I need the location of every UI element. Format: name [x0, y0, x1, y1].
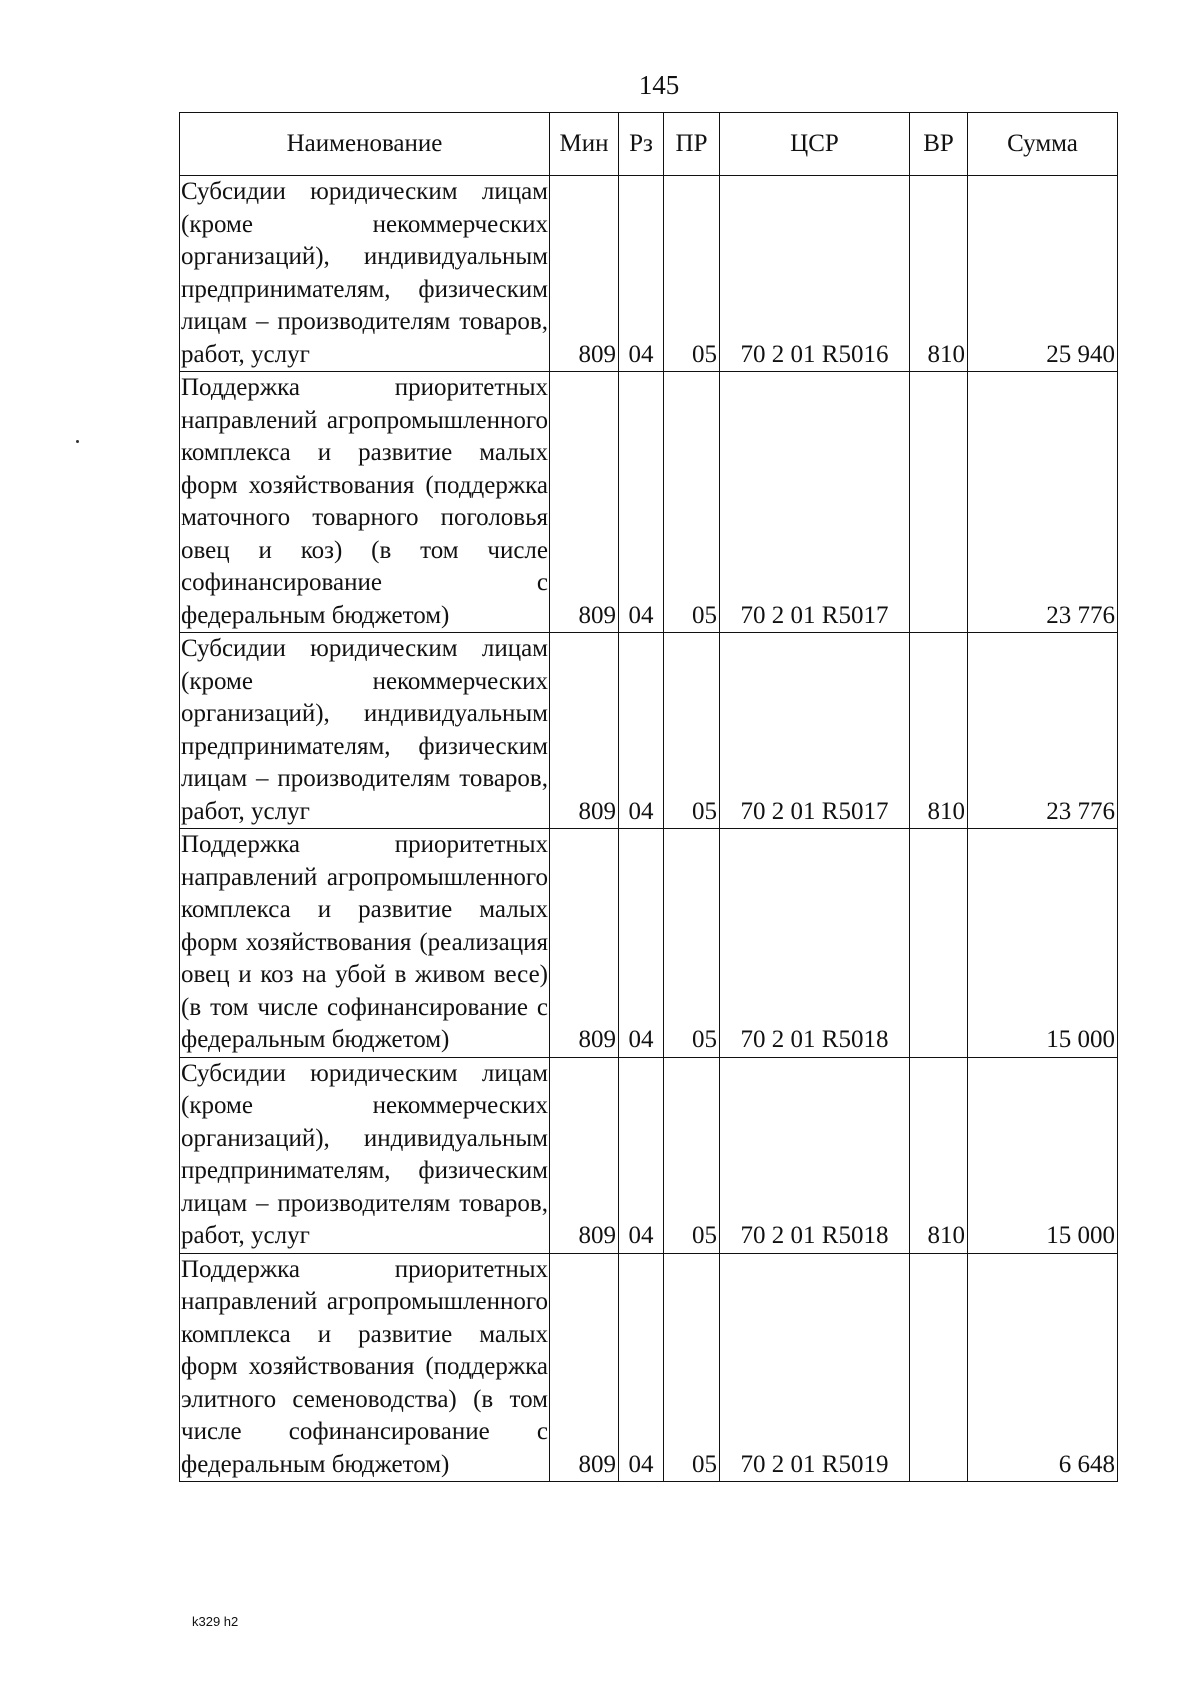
- row-vr: [910, 829, 968, 1058]
- row-rz: 04: [619, 1057, 664, 1253]
- row-pr: 05: [664, 633, 720, 829]
- table-row: [180, 372, 1118, 633]
- row-pr: 05: [664, 176, 720, 372]
- table-row: [180, 633, 1118, 829]
- row-sum: 23 776: [968, 372, 1118, 633]
- row-name: Поддержка приоритетных направлений агропромышленного комплекса и развитие малых форм хозяйствования (поддержка маточного товарного поголовья овец и коз) (в том числе софинансирование с федеральным бюджетом): [180, 372, 550, 633]
- table-row: [180, 176, 1118, 372]
- row-name: Субсидии юридическим лицам (кроме некоммерческих организаций), индивидуальным предпринимателям, физическим лицам – производителям товаров, работ, услуг: [180, 1057, 550, 1253]
- row-sum: 15 000: [968, 1057, 1118, 1253]
- row-csr: 70 2 01 R5017: [720, 633, 910, 829]
- row-sum: 6 648: [968, 1253, 1118, 1482]
- row-vr: 810: [910, 633, 968, 829]
- scan-dot: [76, 440, 79, 443]
- row-rz: 04: [619, 1253, 664, 1482]
- header-name: Наименование: [180, 113, 550, 176]
- page-number: 145: [638, 70, 680, 100]
- table-row: [180, 1057, 1118, 1253]
- table-row: [180, 1253, 1118, 1482]
- header-pr: ПР: [664, 113, 720, 176]
- row-csr: 70 2 01 R5016: [720, 176, 910, 372]
- row-pr: 05: [664, 829, 720, 1058]
- row-pr: 05: [664, 1253, 720, 1482]
- row-vr: [910, 372, 968, 633]
- document-code: k329 h2: [192, 1614, 239, 1629]
- row-sum: 23 776: [968, 633, 1118, 829]
- row-csr: 70 2 01 R5018: [720, 1057, 910, 1253]
- header-row: [180, 113, 1118, 176]
- budget-table: [179, 112, 1118, 1482]
- row-min: 809: [550, 829, 619, 1058]
- row-rz: 04: [619, 176, 664, 372]
- header-csr: ЦСР: [720, 113, 910, 176]
- header-vr: ВР: [910, 113, 968, 176]
- header-rz: Рз: [619, 113, 664, 176]
- table-row: [180, 829, 1118, 1058]
- row-rz: 04: [619, 633, 664, 829]
- row-min: 809: [550, 1253, 619, 1482]
- row-rz: 04: [619, 829, 664, 1058]
- row-vr: [910, 1253, 968, 1482]
- header-sum: Сумма: [968, 113, 1118, 176]
- header-min: Мин: [550, 113, 619, 176]
- row-min: 809: [550, 1057, 619, 1253]
- row-name: Поддержка приоритетных направлений агропромышленного комплекса и развитие малых форм хозяйствования (реализация овец и коз на убой в живом весе) (в том числе софинансирование с федеральным бюджетом): [180, 829, 550, 1058]
- row-min: 809: [550, 372, 619, 633]
- row-name: Субсидии юридическим лицам (кроме некоммерческих организаций), индивидуальным предпринимателям, физическим лицам – производителям товаров, работ, услуг: [180, 176, 550, 372]
- row-pr: 05: [664, 372, 720, 633]
- row-csr: 70 2 01 R5017: [720, 372, 910, 633]
- row-sum: 15 000: [968, 829, 1118, 1058]
- row-pr: 05: [664, 1057, 720, 1253]
- row-sum: 25 940: [968, 176, 1118, 372]
- row-name: Поддержка приоритетных направлений агропромышленного комплекса и развитие малых форм хозяйствования (поддержка элитного семеноводства) (в том числе софинансирование с федеральным бюджетом): [180, 1253, 550, 1482]
- row-csr: 70 2 01 R5018: [720, 829, 910, 1058]
- row-vr: 810: [910, 1057, 968, 1253]
- row-min: 809: [550, 633, 619, 829]
- row-rz: 04: [619, 372, 664, 633]
- row-csr: 70 2 01 R5019: [720, 1253, 910, 1482]
- row-vr: 810: [910, 176, 968, 372]
- row-min: 809: [550, 176, 619, 372]
- row-name: Субсидии юридическим лицам (кроме некоммерческих организаций), индивидуальным предпринимателям, физическим лицам – производителям товаров, работ, услуг: [180, 633, 550, 829]
